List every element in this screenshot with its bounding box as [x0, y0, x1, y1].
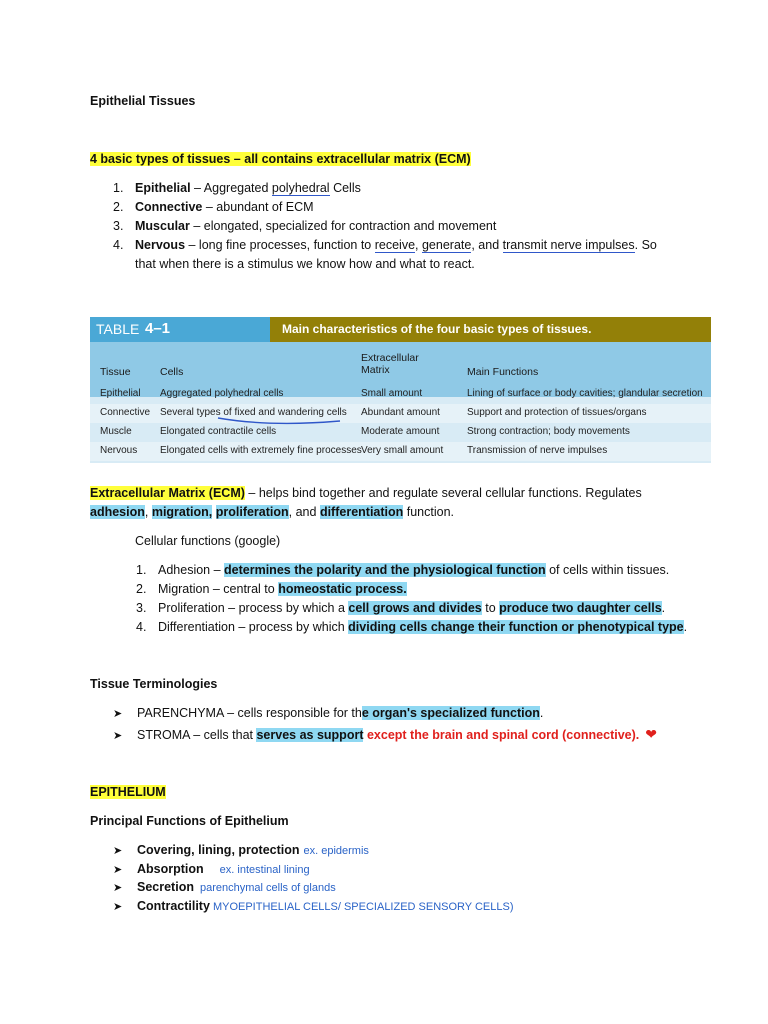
table-column-headers: Tissue Cells Extracellular Matrix Main Functions	[90, 342, 711, 397]
arrow-bullet-icon: ➤	[113, 901, 123, 913]
table-row: Muscle Elongated contractile cells Moderate amount Strong contraction; body movements	[100, 426, 630, 437]
heart-icon: ❤	[645, 726, 657, 742]
list-item: 1. Epithelial – Aggregated polyhedral Cells	[113, 181, 361, 195]
arrow-bullet-icon: ➤	[113, 845, 123, 857]
arrow-bullet-icon: ➤	[113, 864, 123, 876]
arrow-bullet-icon: ➤	[113, 730, 123, 742]
list-item: 2. Migration – central to homeostatic process.	[136, 582, 407, 596]
principal-functions-heading: Principal Functions of Epithelium	[90, 814, 289, 828]
page-title: Epithelial Tissues	[90, 94, 196, 108]
table-row: Nervous Elongated cells with extremely fine processes Very small amount Transmission of nerve impulses	[90, 442, 711, 461]
list-item: ➤ Secretion parenchymal cells of glands	[113, 880, 336, 894]
terminologies-heading: Tissue Terminologies	[90, 677, 218, 691]
table-label: TABLE 4–1	[90, 317, 270, 342]
list-item: 3. Proliferation – process by which a cell grows and divides to produce two daughter cells.	[136, 601, 666, 615]
intro-heading	[90, 152, 471, 166]
table-row: Epithelial Aggregated polyhedral cells Small amount Lining of surface or body cavities; glandular secretion	[100, 388, 703, 399]
list-item: ➤ PARENCHYMA – cells responsible for the organ's specialized function.	[113, 706, 544, 720]
list-item: ➤ Absorption ex. intestinal lining	[113, 862, 310, 876]
handwritten-underline	[90, 317, 711, 463]
table-caption: Main characteristics of the four basic types of tissues.	[270, 317, 711, 342]
annotated-word: polyhedral	[271, 181, 330, 195]
arrow-bullet-icon: ➤	[113, 882, 123, 894]
list-item: 4. Nervous – long fine processes, function to receive, generate, and transmit nerve impulses. So	[113, 238, 657, 252]
list-item: 3. Muscular – elongated, specialized for contraction and movement	[113, 219, 497, 233]
ecm-paragraph-line2: adhesion, migration, proliferation, and differentiation function.	[90, 505, 455, 519]
list-item: 2. Connective – abundant of ECM	[113, 200, 314, 214]
cellular-functions-heading: Cellular functions (google)	[135, 534, 281, 548]
list-item: 1. Adhesion – determines the polarity and the physiological function of cells within tissues.	[136, 563, 670, 577]
list-item-continuation: that when there is a stimulus we know how and what to react.	[135, 257, 475, 271]
list-item: ➤ Covering, lining, protection ex. epidermis	[113, 843, 369, 857]
intro-heading-text: 4 basic types of tissues – all contains extracellular matrix (ECM)	[90, 152, 471, 166]
list-item: ➤ STROMA – cells that serves as support except the brain and spinal cord (connective). ❤	[113, 726, 657, 742]
tissue-table	[90, 317, 711, 463]
arrow-bullet-icon: ➤	[113, 708, 123, 720]
list-item: ➤ Contractility MYOEPITHELIAL CELLS/ SPECIALIZED SENSORY CELLS)	[113, 899, 514, 913]
epithelium-heading: EPITHELIUM	[90, 785, 166, 799]
table-row: Connective Several types of fixed and wandering cells Abundant amount Support and protection of tissues/organs	[90, 404, 711, 423]
ecm-paragraph-line1: Extracellular Matrix (ECM) – helps bind together and regulate several cellular functions. Regulates	[90, 486, 642, 500]
list-item: 4. Differentiation – process by which dividing cells change their function or phenotypical type.	[136, 620, 688, 634]
